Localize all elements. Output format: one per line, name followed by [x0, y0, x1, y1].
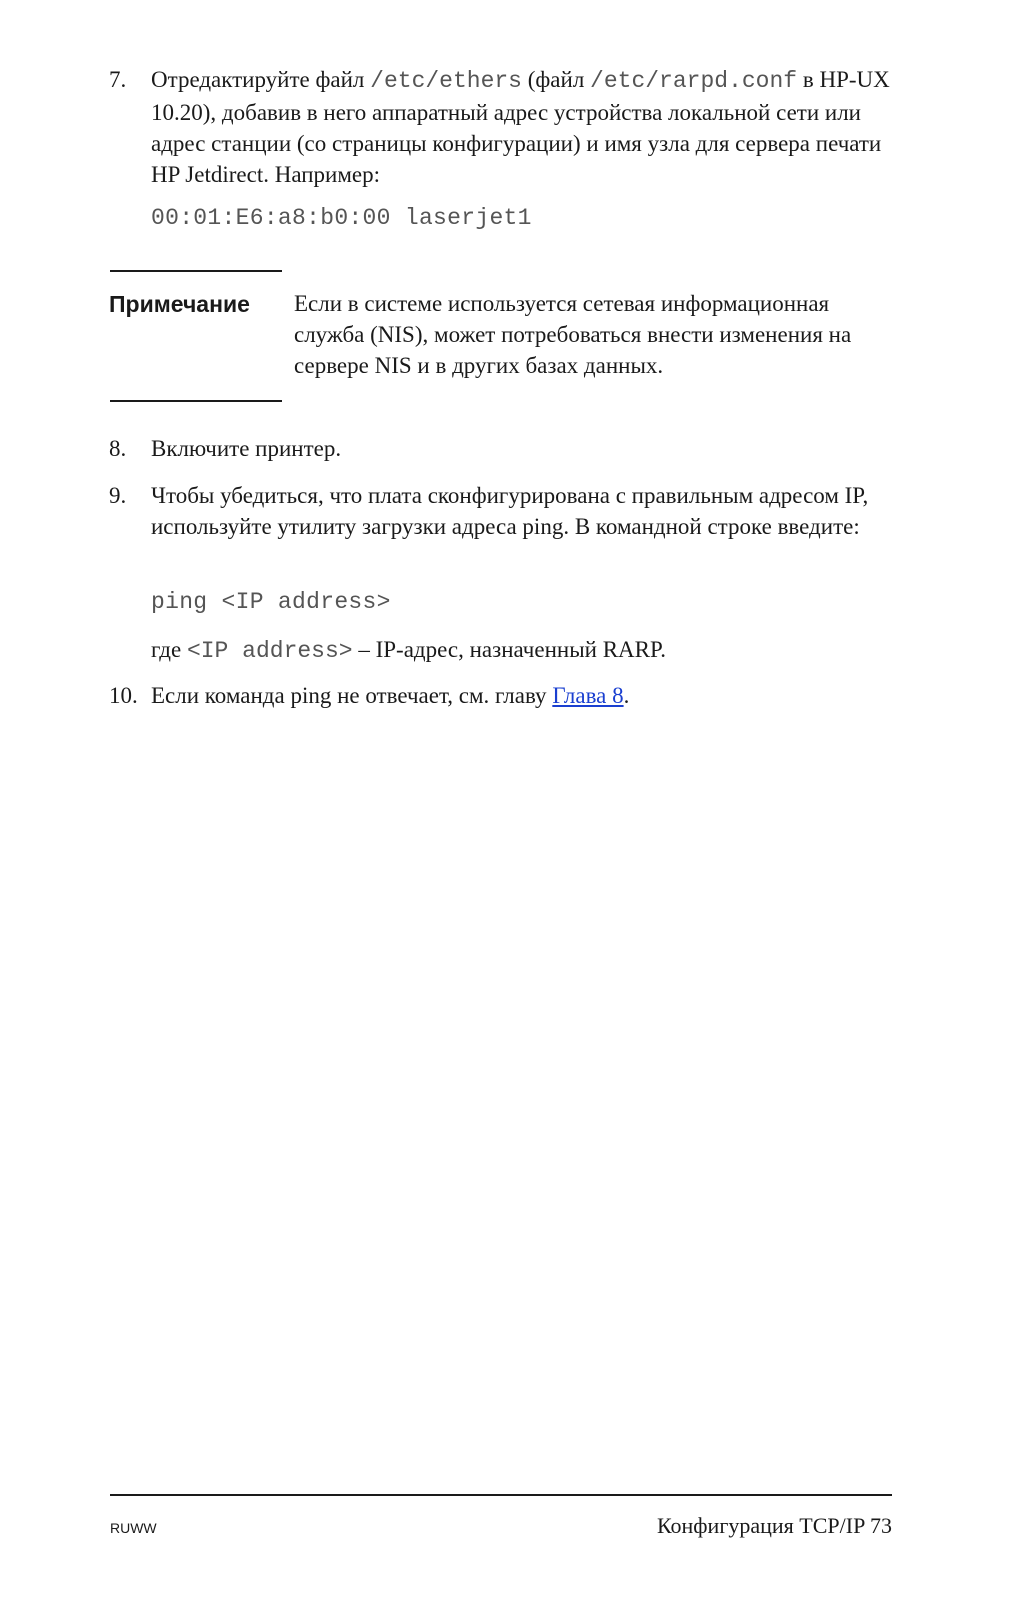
note-label: Примечание	[109, 291, 250, 317]
where-suffix: – IP-адрес, назначенный RARP.	[352, 637, 666, 662]
note-bottom-rule	[110, 400, 282, 402]
step-7-part3: в HP-UX 10.20), добавив в него аппаратный адрес устройства локальной сети или адрес станции (со страницы конфигурации) и имя узла для сервера печати HP Jetdirect. Например:	[151, 67, 890, 187]
where-prefix: где	[151, 637, 187, 662]
footer-locale-code: RUWW	[110, 1520, 157, 1536]
ip-address-placeholder: <IP address>	[186, 638, 353, 664]
step-number-9: 9.	[109, 483, 127, 508]
step-number-7: 7.	[109, 67, 127, 92]
ping-command: ping <IP address>	[151, 589, 391, 615]
step-7-part1: Отредактируйте файл	[151, 67, 371, 92]
footer-page-title: Конфигурация TCP/IP 73	[656, 1513, 892, 1538]
step-7-part2: (файл	[521, 67, 591, 92]
note-text: Если в системе используется сетевая информационная служба (NIS), может потребоваться внести изменения на сервере NIS и в других базах данных.	[294, 291, 852, 378]
step-number-10: 10.	[109, 683, 138, 708]
step-8-text: Включите принтер.	[151, 436, 342, 461]
ethers-example-line: 00:01:E6:a8:b0:00 laserjet1	[151, 205, 532, 231]
chapter-8-link[interactable]: Глава 8	[552, 683, 624, 708]
step-7-text	[151, 64, 911, 190]
step-10-end: .	[623, 683, 630, 708]
step-10-text	[151, 680, 911, 711]
step-10-body: Если команда ping не отвечает, см. главу	[151, 683, 553, 708]
step-number-8: 8.	[109, 436, 127, 461]
note-top-rule	[110, 270, 282, 272]
filename-rarpd-conf: /etc/rarpd.conf	[590, 68, 798, 94]
footer-rule	[110, 1494, 892, 1496]
step-9-text: Чтобы убедиться, что плата сконфигурирована с правильным адресом IP, используйте утилиту загрузки адреса ping. В командной строке введите:	[151, 483, 869, 539]
filename-ethers: /etc/ethers	[370, 68, 522, 94]
ip-address-explanation	[151, 634, 911, 667]
